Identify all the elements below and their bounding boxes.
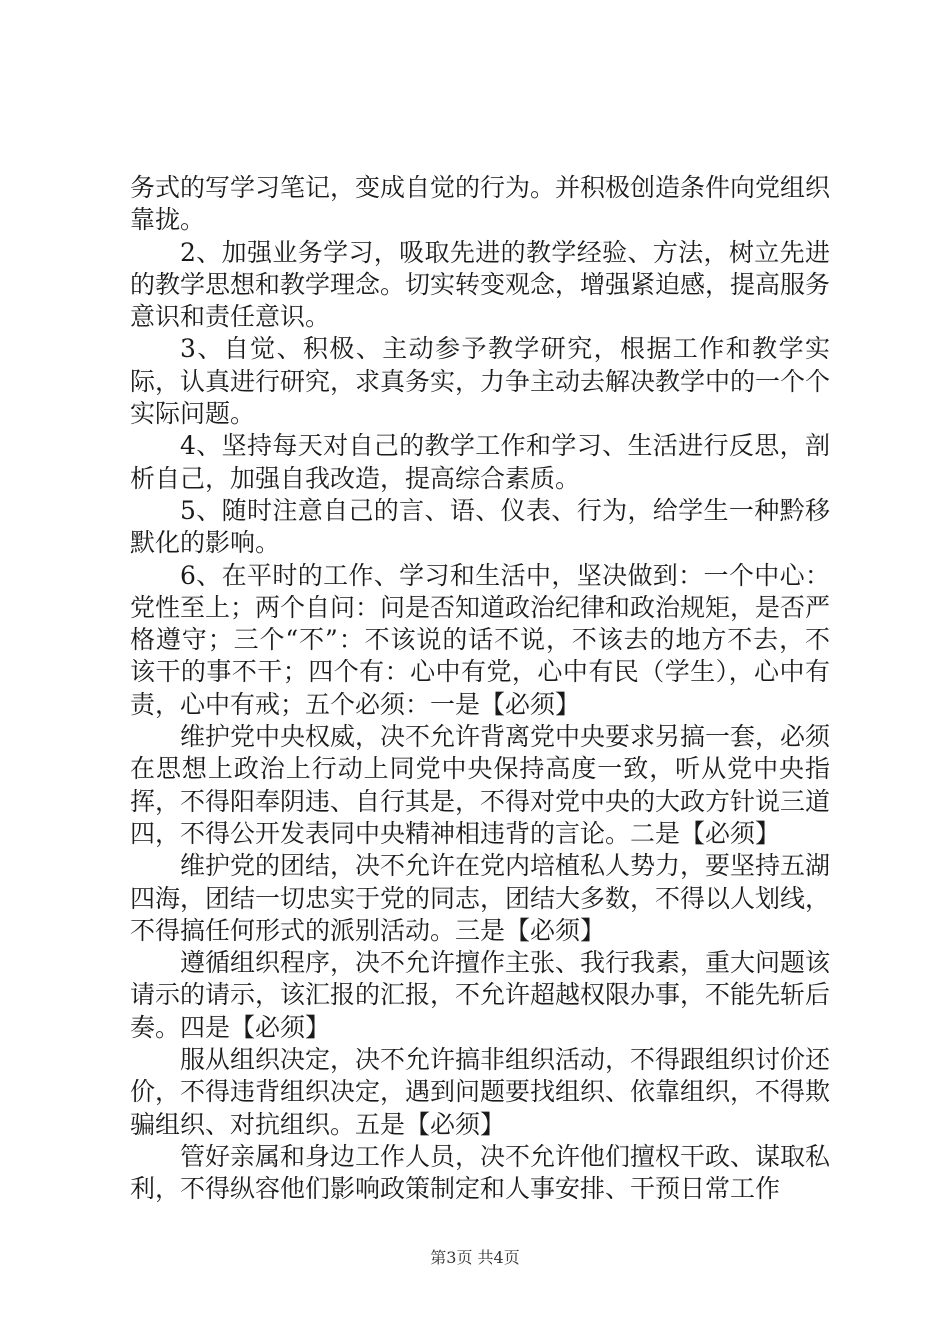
paragraph-9: 遵循组织程序，决不允许擅作主张、我行我素，重大问题该请示的请示，该汇报的汇报，不允许超越权限办事，不能先斩后奏。四是【必须】 [130, 948, 831, 1042]
paragraph-4: 4、坚持每天对自己的教学工作和学习、生活进行反思，剖析自己，加强自我改造，提高综合素质。 [130, 431, 830, 493]
paragraph-5: 5、随时注意自己的言、语、仪表、行为，给学生一种黔移默化的影响。 [130, 495, 830, 558]
page-footer: 第3页 共4页 [430, 1248, 520, 1267]
paragraph-3: 3、自觉、积极、主动参予教学研究，根据工作和教学实际，认真进行研究，求真务实，力争主动去解决教学中的一个个实际问题。 [130, 334, 831, 429]
paragraph-7: 维护党中央权威，决不允许背离党中央要求另搞一套，必须在思想上政治上行动上同党中央保持高度一致，听从党中央指挥，不得阳奉阴违、自行其是，不得对党中央的大政方针说三道四，不得公开发表同中央精神相违背的言论。二是【必须】 [130, 722, 831, 848]
document-body [130, 172, 830, 1206]
paragraph-8: 维护党的团结，决不允许在党内培植私人势力，要坚持五湖四海，团结一切忠实于党的同志，团结大多数，不得以人划线，不得搞任何形式的派别活动。三是【必须】 [130, 851, 831, 945]
paragraph-1: 务式的写学习笔记，变成自觉的行为。并积极创造条件向党组织靠拢。 [130, 173, 831, 235]
paragraph-11: 管好亲属和身边工作人员，决不允许他们擅权干政、谋取私利，不得纵容他们影响政策制定和人事安排、干预日常工作 [130, 1141, 831, 1204]
paragraph-10: 服从组织决定，决不允许搞非组织活动，不得跟组织讨价还价，不得违背组织决定，遇到问题要找组织、依靠组织，不得欺骗组织、对抗组织。五是【必须】 [130, 1045, 831, 1139]
paragraph-6: 6、在平时的工作、学习和生活中，坚决做到：一个中心：党性至上；两个自问：问是否知道政治纪律和政治规矩，是否严格遵守；三个“不”：不该说的话不说，不该去的地方不去，不该干的事不干；四个有：心中有党，心中有民（学生），心中有责，心中有戒；五个必须：一是【必须】 [130, 560, 831, 719]
paragraph-2: 2、加强业务学习，吸取先进的教学经验、方法，树立先进的教学思想和教学理念。切实转变观念，增强紧迫感，提高服务意识和责任意识。 [130, 237, 831, 332]
